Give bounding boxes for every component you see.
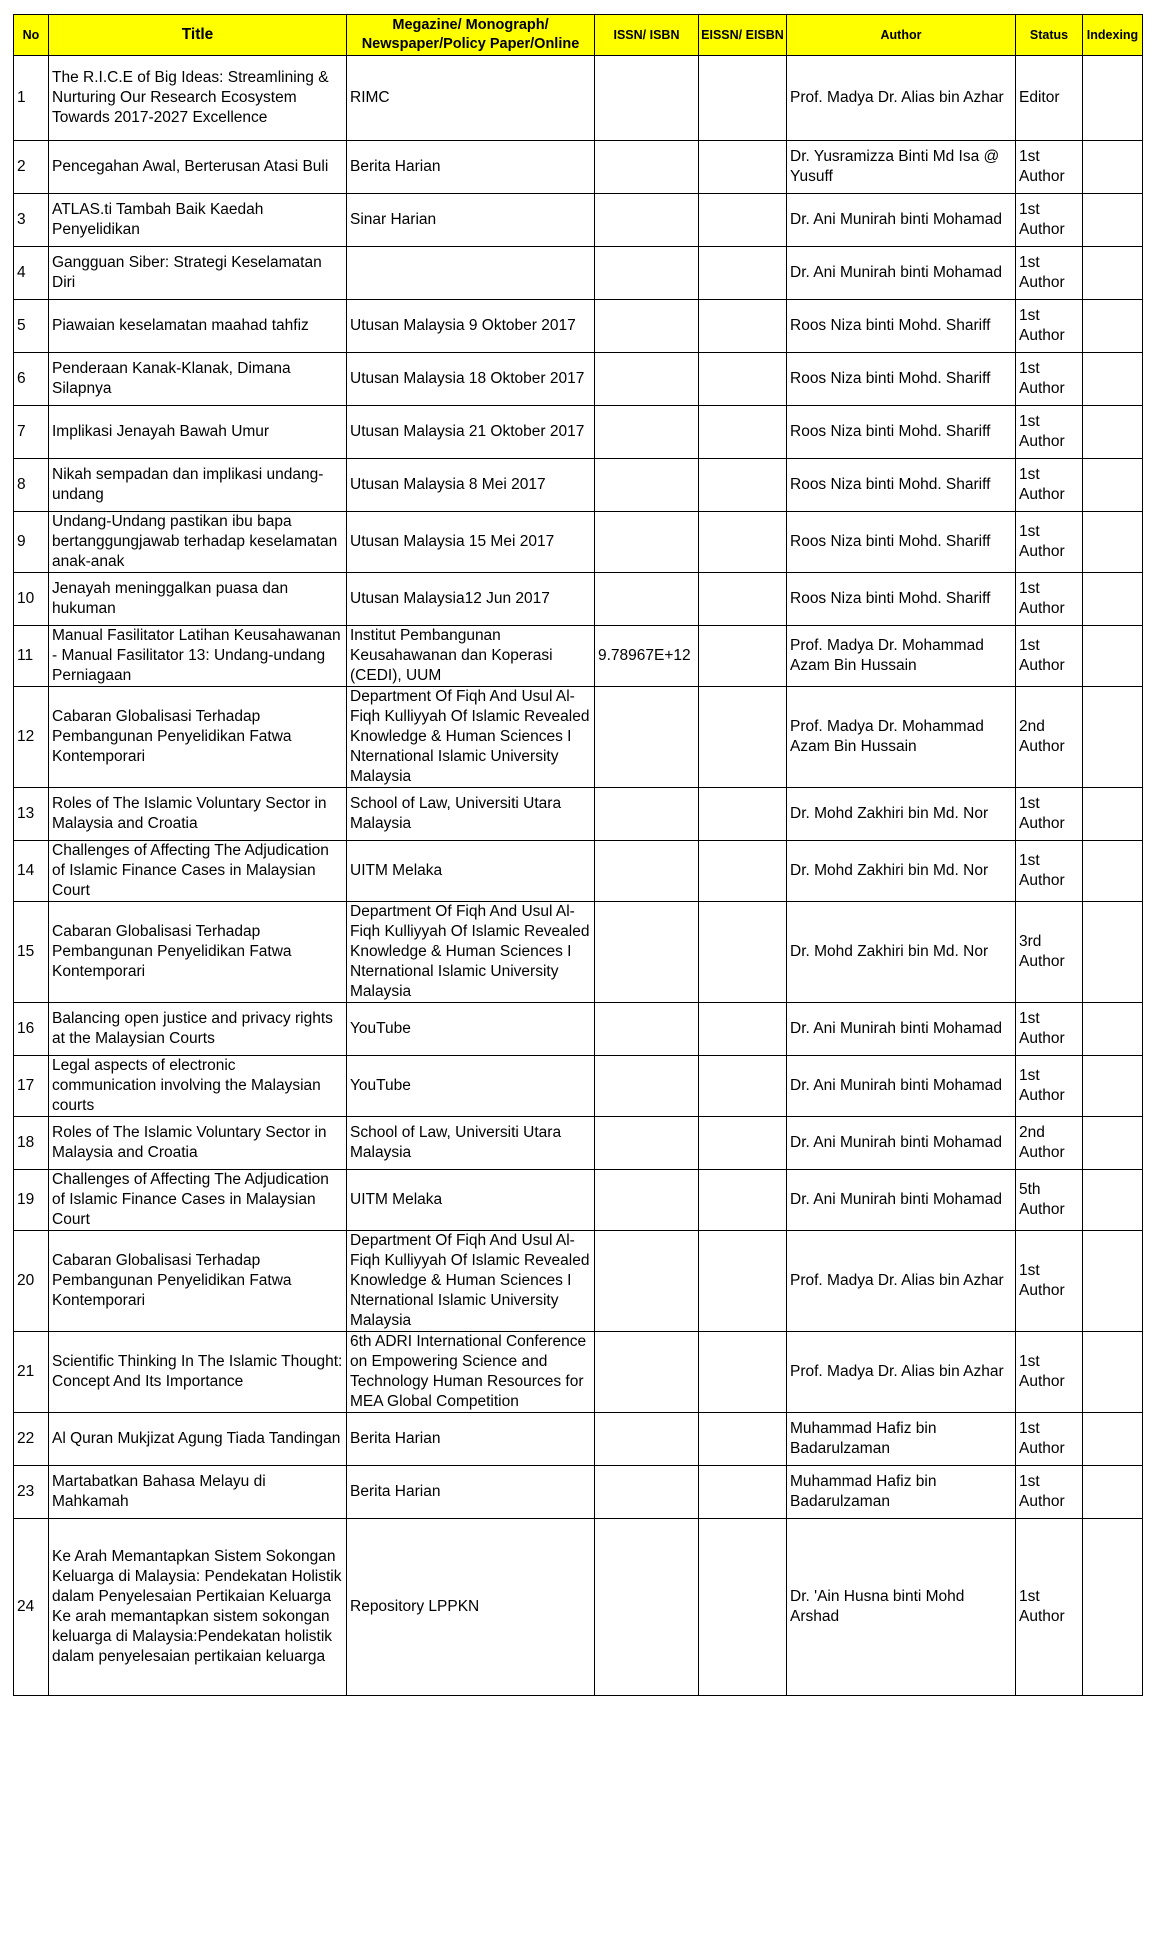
cell-no: 11 (14, 626, 49, 687)
cell-no: 20 (14, 1231, 49, 1332)
table-row (14, 300, 1143, 353)
cell-status: 1st Author (1016, 353, 1083, 406)
cell-indexing (1083, 1332, 1143, 1413)
cell-issn (595, 141, 699, 194)
cell-issn (595, 247, 699, 300)
cell-issn (595, 902, 699, 1003)
table-row (14, 1332, 1143, 1413)
cell-status: 3rd Author (1016, 902, 1083, 1003)
cell-magazine: Berita Harian (347, 1413, 595, 1466)
cell-no: 23 (14, 1466, 49, 1519)
cell-issn: 9.78967E+12 (595, 626, 699, 687)
header-title: Title (49, 15, 347, 56)
cell-issn (595, 841, 699, 902)
cell-author: Roos Niza binti Mohd. Shariff (787, 353, 1016, 406)
cell-indexing (1083, 1117, 1143, 1170)
cell-indexing (1083, 841, 1143, 902)
cell-status: 1st Author (1016, 573, 1083, 626)
cell-author: Dr. Mohd Zakhiri bin Md. Nor (787, 841, 1016, 902)
cell-no: 15 (14, 902, 49, 1003)
header-status: Status (1016, 15, 1083, 56)
cell-title: Cabaran Globalisasi Terhadap Pembangunan Penyelidikan Fatwa Kontemporari (49, 902, 347, 1003)
cell-issn (595, 1056, 699, 1117)
cell-author: Dr. Ani Munirah binti Mohamad (787, 194, 1016, 247)
cell-magazine: Utusan Malaysia 9 Oktober 2017 (347, 300, 595, 353)
cell-issn (595, 1466, 699, 1519)
table-row (14, 1170, 1143, 1231)
cell-eissn (699, 1466, 787, 1519)
cell-title: Legal aspects of electronic communication involving the Malaysian courts (49, 1056, 347, 1117)
cell-indexing (1083, 459, 1143, 512)
table-row (14, 56, 1143, 141)
cell-magazine: YouTube (347, 1056, 595, 1117)
cell-eissn (699, 247, 787, 300)
cell-eissn (699, 194, 787, 247)
cell-no: 6 (14, 353, 49, 406)
cell-status: 2nd Author (1016, 687, 1083, 788)
table-row (14, 1056, 1143, 1117)
cell-no: 8 (14, 459, 49, 512)
cell-indexing (1083, 1519, 1143, 1696)
cell-magazine: Utusan Malaysia 15 Mei 2017 (347, 512, 595, 573)
table-row (14, 141, 1143, 194)
cell-issn (595, 1003, 699, 1056)
cell-status: 2nd Author (1016, 1117, 1083, 1170)
cell-title: Cabaran Globalisasi Terhadap Pembangunan Penyelidikan Fatwa Kontemporari (49, 687, 347, 788)
table-row (14, 247, 1143, 300)
cell-indexing (1083, 573, 1143, 626)
cell-author: Prof. Madya Dr. Alias bin Azhar (787, 56, 1016, 141)
cell-eissn (699, 1117, 787, 1170)
cell-issn (595, 573, 699, 626)
cell-eissn (699, 1413, 787, 1466)
cell-indexing (1083, 56, 1143, 141)
cell-eissn (699, 1231, 787, 1332)
cell-indexing (1083, 1413, 1143, 1466)
cell-title: Implikasi Jenayah Bawah Umur (49, 406, 347, 459)
cell-issn (595, 1413, 699, 1466)
cell-title: Jenayah meninggalkan puasa dan hukuman (49, 573, 347, 626)
cell-magazine: School of Law, Universiti Utara Malaysia (347, 1117, 595, 1170)
table-row (14, 788, 1143, 841)
cell-status: 1st Author (1016, 512, 1083, 573)
cell-no: 21 (14, 1332, 49, 1413)
cell-status: 1st Author (1016, 406, 1083, 459)
cell-status: 1st Author (1016, 1519, 1083, 1696)
cell-indexing (1083, 247, 1143, 300)
header-issn: ISSN/ ISBN (595, 15, 699, 56)
cell-no: 16 (14, 1003, 49, 1056)
cell-no: 5 (14, 300, 49, 353)
cell-issn (595, 353, 699, 406)
cell-no: 24 (14, 1519, 49, 1696)
table-row (14, 406, 1143, 459)
cell-author: Dr. Mohd Zakhiri bin Md. Nor (787, 788, 1016, 841)
table-row (14, 626, 1143, 687)
table-row (14, 1413, 1143, 1466)
cell-status: 1st Author (1016, 194, 1083, 247)
cell-no: 1 (14, 56, 49, 141)
cell-eissn (699, 1170, 787, 1231)
cell-status: 1st Author (1016, 141, 1083, 194)
cell-eissn (699, 1056, 787, 1117)
cell-indexing (1083, 300, 1143, 353)
cell-magazine: Department Of Fiqh And Usul Al-Fiqh Kulliyyah Of Islamic Revealed Knowledge & Human Sciences I Nternational Islamic University Malaysia (347, 1231, 595, 1332)
table-row (14, 459, 1143, 512)
table-row (14, 512, 1143, 573)
cell-eissn (699, 687, 787, 788)
header-magazine: Megazine/ Monograph/ Newspaper/Policy Paper/Online (347, 15, 595, 56)
cell-issn (595, 1519, 699, 1696)
cell-no: 7 (14, 406, 49, 459)
cell-indexing (1083, 788, 1143, 841)
cell-magazine: UITM Melaka (347, 841, 595, 902)
cell-magazine: Sinar Harian (347, 194, 595, 247)
cell-title: Piawaian keselamatan maahad tahfiz (49, 300, 347, 353)
cell-title: Nikah sempadan dan implikasi undang-undang (49, 459, 347, 512)
cell-issn (595, 512, 699, 573)
cell-magazine: Department Of Fiqh And Usul Al-Fiqh Kulliyyah Of Islamic Revealed Knowledge & Human Sciences I Nternational Islamic University Malaysia (347, 902, 595, 1003)
cell-title: Cabaran Globalisasi Terhadap Pembangunan Penyelidikan Fatwa Kontemporari (49, 1231, 347, 1332)
cell-eissn (699, 902, 787, 1003)
cell-title: Martabatkan Bahasa Melayu di Mahkamah (49, 1466, 347, 1519)
cell-eissn (699, 353, 787, 406)
table-row (14, 841, 1143, 902)
cell-author: Roos Niza binti Mohd. Shariff (787, 459, 1016, 512)
table-row (14, 1519, 1143, 1696)
cell-author: Dr. Ani Munirah binti Mohamad (787, 247, 1016, 300)
cell-no: 18 (14, 1117, 49, 1170)
cell-no: 4 (14, 247, 49, 300)
cell-issn (595, 1117, 699, 1170)
cell-author: Dr. Mohd Zakhiri bin Md. Nor (787, 902, 1016, 1003)
cell-title: Roles of The Islamic Voluntary Sector in Malaysia and Croatia (49, 1117, 347, 1170)
cell-issn (595, 56, 699, 141)
cell-title: Balancing open justice and privacy rights at the Malaysian Courts (49, 1003, 347, 1056)
cell-author: Dr. Ani Munirah binti Mohamad (787, 1056, 1016, 1117)
table-row (14, 1117, 1143, 1170)
cell-status: 1st Author (1016, 1332, 1083, 1413)
cell-indexing (1083, 626, 1143, 687)
cell-status: 1st Author (1016, 1056, 1083, 1117)
cell-eissn (699, 573, 787, 626)
cell-magazine: YouTube (347, 1003, 595, 1056)
cell-indexing (1083, 687, 1143, 788)
cell-eissn (699, 512, 787, 573)
cell-magazine: 6th ADRI International Conference on Empowering Science and Technology Human Resources for MEA Global Competition (347, 1332, 595, 1413)
cell-no: 19 (14, 1170, 49, 1231)
cell-issn (595, 1332, 699, 1413)
cell-title: Challenges of Affecting The Adjudication of Islamic Finance Cases in Malaysian Court (49, 1170, 347, 1231)
cell-no: 17 (14, 1056, 49, 1117)
cell-title: Undang-Undang pastikan ibu bapa bertanggungjawab terhadap keselamatan anak-anak (49, 512, 347, 573)
cell-eissn (699, 841, 787, 902)
cell-issn (595, 406, 699, 459)
cell-magazine: RIMC (347, 56, 595, 141)
cell-indexing (1083, 1003, 1143, 1056)
cell-no: 12 (14, 687, 49, 788)
cell-magazine: Berita Harian (347, 141, 595, 194)
cell-author: Muhammad Hafiz bin Badarulzaman (787, 1413, 1016, 1466)
cell-issn (595, 1231, 699, 1332)
cell-eissn (699, 788, 787, 841)
table-row (14, 573, 1143, 626)
cell-magazine: Utusan Malaysia 18 Oktober 2017 (347, 353, 595, 406)
cell-no: 9 (14, 512, 49, 573)
cell-indexing (1083, 406, 1143, 459)
cell-author: Dr. Ani Munirah binti Mohamad (787, 1003, 1016, 1056)
cell-indexing (1083, 353, 1143, 406)
header-indexing: Indexing (1083, 15, 1143, 56)
cell-no: 10 (14, 573, 49, 626)
cell-eissn (699, 1003, 787, 1056)
cell-magazine: Utusan Malaysia 21 Oktober 2017 (347, 406, 595, 459)
cell-magazine: School of Law, Universiti Utara Malaysia (347, 788, 595, 841)
cell-author: Prof. Madya Dr. Alias bin Azhar (787, 1231, 1016, 1332)
table-row (14, 687, 1143, 788)
cell-issn (595, 788, 699, 841)
table-row (14, 1231, 1143, 1332)
cell-author: Roos Niza binti Mohd. Shariff (787, 573, 1016, 626)
cell-eissn (699, 1332, 787, 1413)
cell-status: 1st Author (1016, 1231, 1083, 1332)
cell-no: 22 (14, 1413, 49, 1466)
header-eissn: EISSN/ EISBN (699, 15, 787, 56)
cell-magazine: Utusan Malaysia12 Jun 2017 (347, 573, 595, 626)
cell-no: 13 (14, 788, 49, 841)
cell-indexing (1083, 1170, 1143, 1231)
cell-eissn (699, 459, 787, 512)
cell-author: Prof. Madya Dr. Alias bin Azhar (787, 1332, 1016, 1413)
cell-magazine: Institut Pembangunan Keusahawanan dan Koperasi (CEDI), UUM (347, 626, 595, 687)
cell-status: Editor (1016, 56, 1083, 141)
cell-title: Al Quran Mukjizat Agung Tiada Tandingan (49, 1413, 347, 1466)
cell-no: 2 (14, 141, 49, 194)
cell-indexing (1083, 1056, 1143, 1117)
cell-author: Prof. Madya Dr. Mohammad Azam Bin Hussain (787, 687, 1016, 788)
cell-author: Roos Niza binti Mohd. Shariff (787, 406, 1016, 459)
cell-title: The R.I.C.E of Big Ideas: Streamlining & Nurturing Our Research Ecosystem Towards 2017-2027 Excellence (49, 56, 347, 141)
cell-magazine: Department Of Fiqh And Usul Al-Fiqh Kulliyyah Of Islamic Revealed Knowledge & Human Sciences I Nternational Islamic University Malaysia (347, 687, 595, 788)
cell-status: 1st Author (1016, 1466, 1083, 1519)
cell-status: 1st Author (1016, 1003, 1083, 1056)
cell-issn (595, 300, 699, 353)
header-no: No (14, 15, 49, 56)
cell-title: Roles of The Islamic Voluntary Sector in Malaysia and Croatia (49, 788, 347, 841)
cell-status: 1st Author (1016, 788, 1083, 841)
cell-eissn (699, 626, 787, 687)
header-row (14, 15, 1143, 56)
cell-magazine: Repository LPPKN (347, 1519, 595, 1696)
cell-status: 1st Author (1016, 459, 1083, 512)
cell-eissn (699, 1519, 787, 1696)
cell-author: Prof. Madya Dr. Mohammad Azam Bin Hussain (787, 626, 1016, 687)
cell-title: Ke Arah Memantapkan Sistem Sokongan Keluarga di Malaysia: Pendekatan Holistik dalam Penyelesaian Pertikaian Keluarga Ke arah memantapkan sistem sokongan keluarga di Malaysia:Pendekatan holistik dalam penyelesaian pertikaian keluarga (49, 1519, 347, 1696)
cell-magazine: UITM Melaka (347, 1170, 595, 1231)
cell-no: 14 (14, 841, 49, 902)
cell-eissn (699, 406, 787, 459)
table-row (14, 194, 1143, 247)
cell-author: Muhammad Hafiz bin Badarulzaman (787, 1466, 1016, 1519)
table-row (14, 1003, 1143, 1056)
cell-author: Dr. Yusramizza Binti Md Isa @ Yusuff (787, 141, 1016, 194)
publications-table (13, 14, 1143, 1696)
cell-author: Dr. Ani Munirah binti Mohamad (787, 1117, 1016, 1170)
cell-indexing (1083, 194, 1143, 247)
table-row (14, 902, 1143, 1003)
table-row (14, 353, 1143, 406)
cell-title: Scientific Thinking In The Islamic Thought: Concept And Its Importance (49, 1332, 347, 1413)
cell-indexing (1083, 902, 1143, 1003)
cell-eissn (699, 56, 787, 141)
header-author: Author (787, 15, 1016, 56)
cell-issn (595, 194, 699, 247)
cell-indexing (1083, 141, 1143, 194)
cell-title: Penderaan Kanak-Klanak, Dimana Silapnya (49, 353, 347, 406)
table-row (14, 1466, 1143, 1519)
cell-eissn (699, 300, 787, 353)
cell-author: Dr. Ani Munirah binti Mohamad (787, 1170, 1016, 1231)
cell-author: Roos Niza binti Mohd. Shariff (787, 512, 1016, 573)
cell-indexing (1083, 512, 1143, 573)
cell-status: 1st Author (1016, 1413, 1083, 1466)
cell-issn (595, 1170, 699, 1231)
cell-title: Gangguan Siber: Strategi Keselamatan Diri (49, 247, 347, 300)
cell-eissn (699, 141, 787, 194)
cell-title: ATLAS.ti Tambah Baik Kaedah Penyelidikan (49, 194, 347, 247)
cell-issn (595, 687, 699, 788)
cell-status: 1st Author (1016, 626, 1083, 687)
cell-title: Manual Fasilitator Latihan Keusahawanan - Manual Fasilitator 13: Undang-undang Perniagaan (49, 626, 347, 687)
cell-issn (595, 459, 699, 512)
cell-magazine: Berita Harian (347, 1466, 595, 1519)
cell-status: 1st Author (1016, 247, 1083, 300)
cell-magazine (347, 247, 595, 300)
cell-magazine: Utusan Malaysia 8 Mei 2017 (347, 459, 595, 512)
cell-indexing (1083, 1231, 1143, 1332)
cell-status: 5th Author (1016, 1170, 1083, 1231)
cell-status: 1st Author (1016, 300, 1083, 353)
cell-author: Dr. 'Ain Husna binti Mohd Arshad (787, 1519, 1016, 1696)
cell-author: Roos Niza binti Mohd. Shariff (787, 300, 1016, 353)
cell-indexing (1083, 1466, 1143, 1519)
cell-no: 3 (14, 194, 49, 247)
cell-title: Challenges of Affecting The Adjudication of Islamic Finance Cases in Malaysian Court (49, 841, 347, 902)
cell-status: 1st Author (1016, 841, 1083, 902)
cell-title: Pencegahan Awal, Berterusan Atasi Buli (49, 141, 347, 194)
